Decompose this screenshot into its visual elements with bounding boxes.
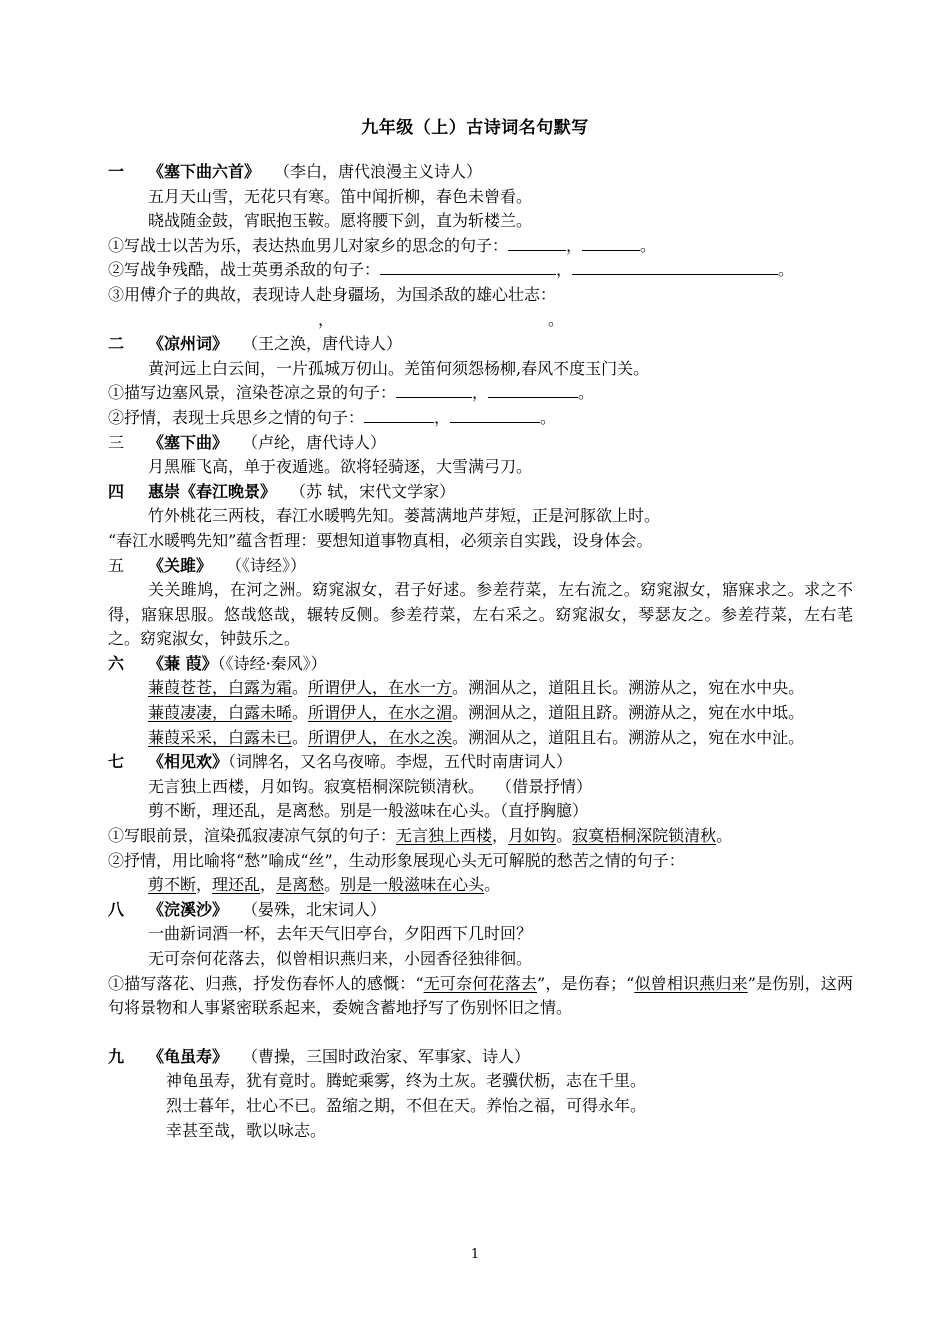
answer-blank bbox=[582, 236, 640, 251]
answer-blank bbox=[508, 236, 566, 251]
document-body bbox=[108, 160, 853, 1143]
poem-line: 月黑雁飞高，单于夜遁逃。欲将轻骑逐，大雪满弓刀。 bbox=[148, 457, 533, 477]
page-title: 九年级（上）古诗词名句默写 bbox=[361, 118, 589, 138]
poem-author: （晏殊，北宋词人） bbox=[250, 899, 387, 919]
poem-stanza: 蒹葭采采，白露未已。所谓伊人，在水之涘。溯洄从之，道阻且右。溯游从之，宛在水中沚。 bbox=[148, 727, 805, 747]
answer-blank bbox=[572, 260, 778, 275]
answer-blank bbox=[364, 408, 434, 423]
question: ①描写边塞风景，渲染苍凉之景的句子： ， 。 bbox=[108, 383, 595, 403]
poem-line: 五月天山雪，无花只有寒。笛中闻折柳，春色未曾看。 bbox=[148, 186, 533, 206]
poem-line: 剪不断，理还乱，是离愁。别是一般滋味在心头。（直抒胸臆） bbox=[148, 801, 589, 821]
poem-line: 黄河远上白云间，一片孤城万仞山。羌笛何须怨杨柳,春风不度玉门关。 bbox=[148, 358, 650, 378]
section-heading-9: 九 《龟虽寿》 （曹操，三国时政治家、军事家、诗人） bbox=[108, 1046, 531, 1066]
page-number: 1 bbox=[470, 1247, 480, 1262]
section-heading-4: 四 惠崇《春江晚景》 （苏 轼，宋代文学家） bbox=[108, 481, 456, 501]
question: ①描写落花、归燕，抒发伤春怀人的感慨：“无可奈何花落去”，是伤春；“似曾相识燕归来”是伤别，这两句将景物和人事紧密联系起来，委婉含蓄地抒写了伤别怀旧之情。 bbox=[108, 973, 853, 1018]
section-heading-2: 二 《凉州词》 （王之涣，唐代诗人） bbox=[108, 334, 403, 354]
poem-line: 神龟虽寿，犹有竟时。腾蛇乘雾，终为土灰。老骥伏枥，志在千里。 bbox=[166, 1071, 647, 1091]
answer-blank bbox=[396, 383, 472, 398]
poem-title: 惠崇《春江晚景》 bbox=[148, 481, 277, 501]
question: ②抒情，表现士兵思乡之情的句子： ， 。 bbox=[108, 407, 557, 427]
poem-line: 无言独上西楼，月如钩。寂寞梧桐深院锁清秋。 （借景抒情） bbox=[148, 776, 593, 796]
poem-author: （曹操，三国时政治家、军事家、诗人） bbox=[250, 1046, 531, 1066]
section-heading-8: 八 《浣溪沙》 （晏殊，北宋词人） bbox=[108, 899, 387, 919]
answer: 剪不断，理还乱，是离愁。别是一般滋味在心头。 bbox=[148, 875, 501, 895]
poem-stanza: 蒹葭凄凄，白露未晞。所谓伊人，在水之湄。溯洄从之，道阻且跻。溯游从之，宛在水中坻。 bbox=[148, 703, 805, 723]
answer-line: ， 。 bbox=[318, 309, 565, 329]
section-heading-1: 一 《塞下曲六首》 （李白，唐代浪漫主义诗人） bbox=[108, 162, 483, 181]
poem-author: （《诗经·秦风》） bbox=[217, 653, 327, 673]
poem-author: （《诗经》） bbox=[234, 555, 307, 575]
poem-title: 《塞下曲》 bbox=[148, 432, 229, 452]
question: ③用傅介子的典故，表现诗人赴身疆场，为国杀敌的雄心壮志： bbox=[108, 284, 557, 304]
poem-title: 《关雎》 bbox=[148, 555, 213, 575]
poem-title: 《凉州词》 bbox=[148, 334, 229, 354]
poem-line: 无可奈何花落去，似曾相识燕归来，小园香径独徘徊。 bbox=[148, 949, 533, 968]
poem-line: 晓战随金鼓，宵眠抱玉鞍。愿将腰下剑，直为斩楼兰。 bbox=[148, 211, 533, 231]
poem-author: （词牌名，又名乌夜啼。李煜，五代时南唐词人） bbox=[228, 752, 573, 772]
poem-author: （李白，唐代浪漫主义诗人） bbox=[282, 162, 483, 181]
poem-line: 竹外桃花三两枝，春江水暖鸭先知。蒌蒿满地芦芽短，正是河豚欲上时。 bbox=[148, 506, 661, 526]
answer-blank bbox=[488, 383, 578, 398]
poem-author: （苏 轼，宋代文学家） bbox=[298, 481, 456, 501]
poem-title: 《塞下曲六首》 bbox=[148, 162, 261, 181]
poem-author: （卢纶，唐代诗人） bbox=[250, 432, 387, 452]
poem-title: 《蒹 葭》 bbox=[148, 653, 218, 673]
poem-text: 关关雎鸠，在河之洲。窈窕淑女，君子好逑。参差荇菜，左右流之。窈窕淑女，寤寐求之。求之不得，寤寐思服。悠哉悠哉，辗转反侧。参差荇菜，左右采之。窈窕淑女，琴瑟友之。参差荇菜，左右芼之。窈窕淑女，钟鼓乐之。 bbox=[108, 580, 853, 649]
question: ①写战士以苦为乐，表达热血男儿对家乡的思念的句子： ， 。 bbox=[108, 235, 657, 255]
answer-blank bbox=[450, 408, 540, 423]
poem-line: 一曲新词酒一杯，去年天气旧亭台，夕阳西下几时回？ bbox=[148, 924, 533, 944]
note: “春江水暖鸭先知”蕴含哲理：要想知道事物真相，必须亲自实践，设身体会。 bbox=[108, 530, 653, 550]
poem-line: 幸甚至哉，歌以咏志。 bbox=[166, 1120, 327, 1140]
question: ②抒情，用比喻将“愁”喻成“丝”，生动形象展现心头无可解脱的愁苦之情的句子： bbox=[108, 850, 685, 870]
answer-blank bbox=[380, 260, 556, 275]
section-heading-5: 五 《关雎》 （《诗经》） bbox=[108, 555, 307, 575]
section-heading-6: 六 《蒹 葭》（《诗经·秦风》） bbox=[108, 653, 327, 673]
poem-title: 《相见欢》 bbox=[148, 752, 229, 772]
question: ①写眼前景，渲染孤寂凄凉气氛的句子：无言独上西楼，月如钩。寂寞梧桐深院锁清秋。 bbox=[108, 826, 733, 846]
poem-stanza: 蒹葭苍苍，白露为霜。所谓伊人，在水一方。溯洄从之，道阻且长。溯游从之，宛在水中央。 bbox=[148, 678, 805, 698]
poem-line: 烈士暮年，壮心不已。盈缩之期，不但在天。养怡之福，可得永年。 bbox=[166, 1095, 647, 1115]
poem-title: 《浣溪沙》 bbox=[148, 899, 229, 919]
section-heading-7: 七 《相见欢》（词牌名，又名乌夜啼。李煜，五代时南唐词人） bbox=[108, 752, 573, 772]
question: ②写战争残酷，战士英勇杀敌的句子： ， 。 bbox=[108, 260, 795, 280]
poem-title: 《龟虽寿》 bbox=[148, 1046, 229, 1066]
section-heading-3: 三 《塞下曲》 （卢纶，唐代诗人） bbox=[108, 432, 387, 452]
poem-author: （王之涣，唐代诗人） bbox=[250, 334, 403, 354]
